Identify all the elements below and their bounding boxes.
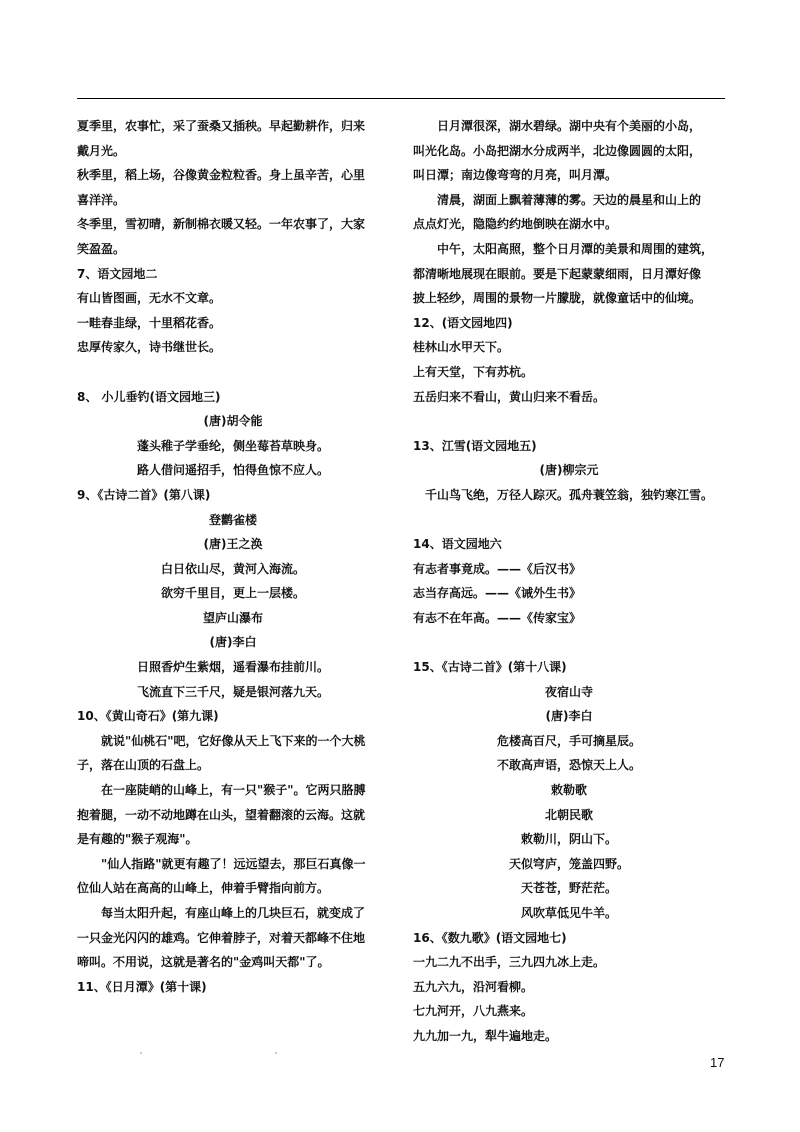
text-line: 风吹草低见牛羊。 xyxy=(520,906,617,920)
text-line: 子，落在山顶的石盘上。 xyxy=(77,758,210,773)
text-line: 13、江雪(语文园地五) xyxy=(413,438,537,453)
text-line: 就说"仙桃石"吧，它好像从天上飞下来的一个大桃 xyxy=(101,733,366,748)
text-line: 啼叫。不用说，这就是著名的"金鸡叫天都"了。 xyxy=(77,955,330,970)
text-line: 夏季里，农事忙，采了蚕桑又插秧。早起勤耕作，归来 xyxy=(77,119,366,133)
text-line: 危楼高百尺，手可摘星辰。 xyxy=(496,733,641,748)
text-line: 有山皆图画，无水不文章。 xyxy=(77,291,222,306)
page-number: 17 xyxy=(710,1055,725,1070)
text-line: 中午，太阳高照，整个日月潭的美景和周围的建筑， xyxy=(437,241,714,256)
text-line: 一只金光闪闪的雄鸡。它伸着脖子，对着天都峰不住地 xyxy=(77,930,366,945)
text-line: 欲穷千里目，更上一层楼。 xyxy=(160,586,305,601)
text-line: "仙人指路"就更有趣了！远远望去，那巨石真像一 xyxy=(101,856,366,871)
left-column xyxy=(77,114,389,999)
text-line: 在一座陡峭的山峰上，有一只"猴子"。它两只胳膊 xyxy=(101,783,366,798)
text-line: 有志者事竟成。——《后汉书》 xyxy=(413,561,582,576)
text-line: (唐)胡令能 xyxy=(203,414,263,429)
text-line: 志当存高远。——《诫外生书》 xyxy=(413,586,582,601)
spacer xyxy=(413,630,725,655)
text-line: 9、《古诗二首》(第八课) xyxy=(77,487,211,502)
text-line: 14、语文园地六 xyxy=(413,537,502,552)
text-line: 点点灯光，隐隐约约地倒映在湖水中。 xyxy=(413,217,618,232)
text-line: 戴月光。 xyxy=(77,143,126,158)
text-line: 五岳归来不看山，黄山归来不看岳。 xyxy=(413,389,606,404)
text-line: 七九河开，八九燕来。 xyxy=(413,1004,534,1019)
text-line: 8、 小儿垂钓(语文园地三) xyxy=(77,389,221,404)
text-line: 路人借问遥招手，怕得鱼惊不应人。 xyxy=(136,463,329,478)
header-rule xyxy=(77,98,725,99)
text-line: 望庐山瀑布 xyxy=(202,610,263,625)
text-line: 10、《黄山奇石》(第九课) xyxy=(77,709,219,724)
text-line: 天苍苍，野茫茫。 xyxy=(520,881,617,896)
text-line: 都清晰地展现在眼前。要是下起蒙蒙细雨，日月潭好像 xyxy=(413,266,702,281)
text-line: 千山鸟飞绝，万径人踪灭。孤舟蓑笠翁，独钓寒江雪。 xyxy=(424,487,713,502)
text-line: 16、《数九歌》(语文园地七) xyxy=(413,930,567,945)
text-line: 叫日潭；南边像弯弯的月亮，叫月潭。 xyxy=(413,168,618,183)
text-line: 北朝民歌 xyxy=(544,807,593,822)
text-line: 不敢高声语，恐惊天上人。 xyxy=(496,758,641,773)
text-line: 笑盈盈。 xyxy=(77,241,126,256)
text-line: 日月潭很深，湖水碧绿。湖中央有个美丽的小岛， xyxy=(437,119,702,133)
text-line: 白日依山尽，黄河入海流。 xyxy=(160,561,305,576)
text-line: 15、《古诗二首》(第十八课) xyxy=(413,660,567,675)
spacer xyxy=(77,360,389,385)
text-line: 冬季里，雪初晴，新制棉衣暖又轻。一年农事了，大家 xyxy=(77,217,366,232)
text-line: 叫光化岛。小岛把湖水分成两半，北边像圆圆的太阳， xyxy=(413,143,702,158)
text-line: 九九加一九，犁牛遍地走。 xyxy=(413,1028,558,1043)
text-line: 一畦春韭绿，十里稻花香。 xyxy=(77,315,222,330)
text-line: 敕勒歌 xyxy=(550,783,587,798)
text-line: 秋季里，稻上场，谷像黄金粒粒香。身上虽辛苦，心里 xyxy=(77,168,366,183)
text-line: 五九六九，沿河看柳。 xyxy=(413,979,534,994)
text-line: 12、(语文园地四) xyxy=(413,315,513,330)
text-line: 位仙人站在高高的山峰上，伸着手臂指向前方。 xyxy=(77,881,330,896)
text-line: 7、语文园地二 xyxy=(77,266,158,281)
text-line: 喜洋洋。 xyxy=(77,192,126,207)
text-line: 11、《日月潭》(第十课) xyxy=(77,979,207,994)
text-line: 披上轻纱，周围的景物一片朦胧，就像童话中的仙境。 xyxy=(413,291,702,306)
text-line: 清晨，湖面上飘着薄薄的雾。天边的晨星和山上的 xyxy=(437,192,702,207)
right-column xyxy=(413,114,725,1049)
scan-speck xyxy=(275,1052,277,1054)
text-line: (唐)柳宗元 xyxy=(539,463,599,478)
text-line: 有志不在年高。——《传家宝》 xyxy=(413,610,582,625)
spacer xyxy=(413,409,725,434)
scan-speck xyxy=(140,1052,142,1054)
text-line: (唐)李白 xyxy=(545,709,593,724)
text-line: (唐)李白 xyxy=(209,635,257,650)
text-line: 上有天堂，下有苏杭。 xyxy=(413,364,534,379)
text-line: 蓬头稚子学垂纶，侧坐莓苔草映身。 xyxy=(136,438,329,453)
text-line: 桂林山水甲天下。 xyxy=(413,340,510,355)
text-line: 敕勒川，阴山下。 xyxy=(520,832,617,847)
text-line: 每当太阳升起，有座山峰上的几块巨石，就变成了 xyxy=(101,906,366,920)
text-line: 忠厚传家久，诗书继世长。 xyxy=(77,340,222,355)
spacer xyxy=(413,508,725,533)
text-line: (唐)王之涣 xyxy=(203,537,263,552)
text-line: 登鹳雀楼 xyxy=(208,512,257,527)
text-line: 是有趣的"猴子观海"。 xyxy=(77,832,198,847)
text-line: 飞流直下三千尺，疑是银河落九天。 xyxy=(136,684,329,699)
text-line: 夜宿山寺 xyxy=(544,684,593,699)
text-line: 天似穹庐，笼盖四野。 xyxy=(508,856,629,871)
text-line: 抱着腿，一动不动地蹲在山头，望着翻滚的云海。这就 xyxy=(77,807,366,822)
text-line: 日照香炉生紫烟，遥看瀑布挂前川。 xyxy=(136,660,329,675)
text-line: 一九二九不出手，三九四九冰上走。 xyxy=(413,955,606,970)
